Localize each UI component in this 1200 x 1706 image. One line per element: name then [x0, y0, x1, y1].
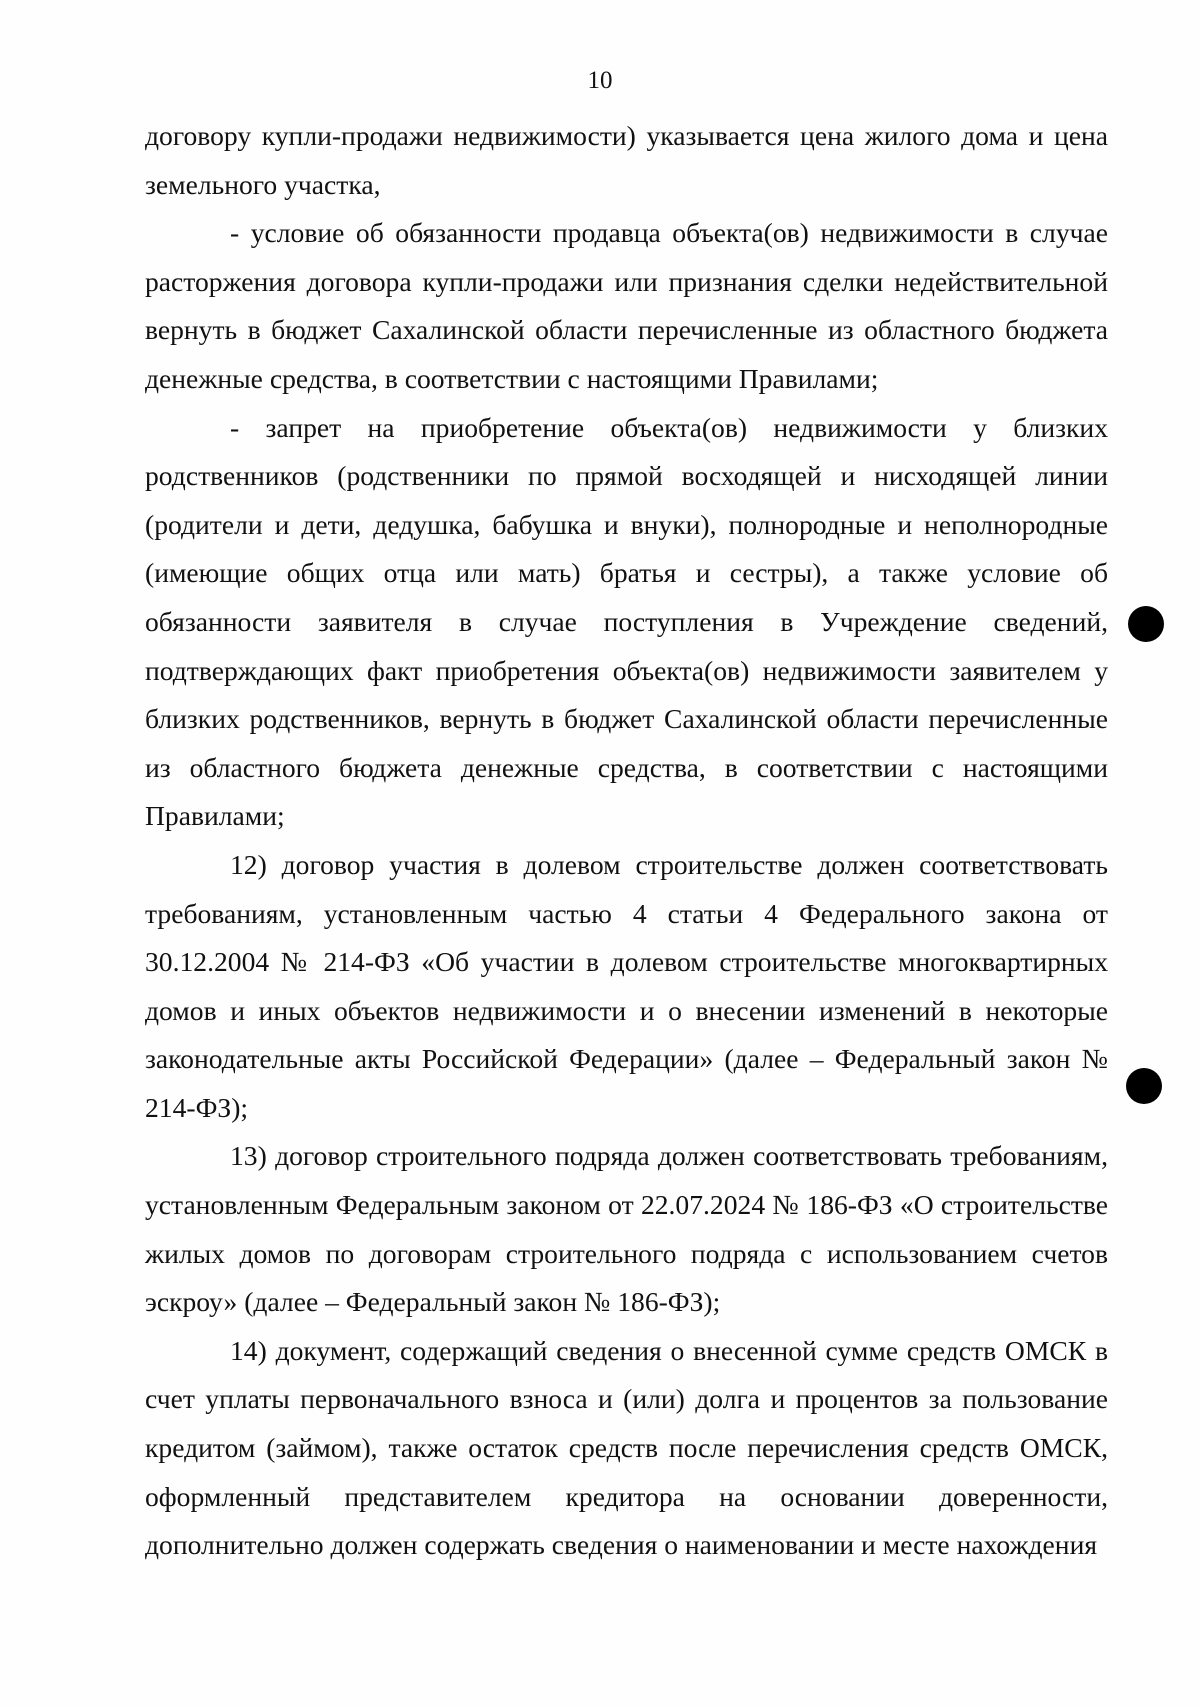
- paragraph-item-14: 14) документ, содержащий сведения о внесенной сумме средств ОМСК в счет уплаты первоначального взноса и (или) долга и процентов за пользование кредитом (займом), также остаток средств после перечисления средств ОМСК, оформленный представителем кредитора на основании доверенности, дополнительно должен содержать сведения о наименовании и месте нахождения: [145, 1334, 1108, 1561]
- margin-dot-mark: [1126, 1068, 1162, 1104]
- paragraph-relatives-prohibition: - запрет на приобретение объекта(ов) недвижимости у близких родственников (родственники по прямой восходящей и нисходящей линии (родители и дети, дедушка, бабушка и внуки), полнородные и неполнородные (имеющие общих отца или мать) братья и сестры), а также условие об обязанности заявителя в случае поступления в Учреждение сведений, подтверждающих факт приобретения объекта(ов) недвижимости заявителем у близких родственников, вернуть в бюджет Сахалинской области перечисленные из областного бюджета денежные средства, в соответствии с настоящими Правилами;: [145, 411, 1108, 832]
- page-number: 10: [587, 67, 613, 94]
- paragraph-item-12: 12) договор участия в долевом строительстве должен соответствовать требованиям, установленным частью 4 статьи 4 Федерального закона от 30.12.2004 № 214-ФЗ «Об участии в долевом строительстве многоквартирных домов и иных объектов недвижимости и о внесении изменений в некоторые законодательные акты Российской Федерации» (далее – Федеральный закон № 214-ФЗ);: [145, 848, 1108, 1123]
- paragraph-seller-obligation: - условие об обязанности продавца объекта(ов) недвижимости в случае расторжения договора купли-продажи или признания сделки недействительной вернуть в бюджет Сахалинской области перечисленные из областного бюджета денежные средства, в соответствии с настоящими Правилами;: [145, 217, 1108, 394]
- paragraph-item-13: 13) договор строительного подряда должен соответствовать требованиям, установленным Федеральным законом от 22.07.2024 № 186-ФЗ «О строительстве жилых домов по договорам строительного подряда с использованием счетов эскроу» (далее – Федеральный закон № 186-ФЗ);: [145, 1140, 1108, 1318]
- paragraph-continuation: договору купли-продажи недвижимости) указывается цена жилого дома и цена земельного участка,: [145, 120, 1108, 200]
- margin-dot-mark: [1128, 606, 1164, 642]
- document-body: [145, 112, 1108, 1570]
